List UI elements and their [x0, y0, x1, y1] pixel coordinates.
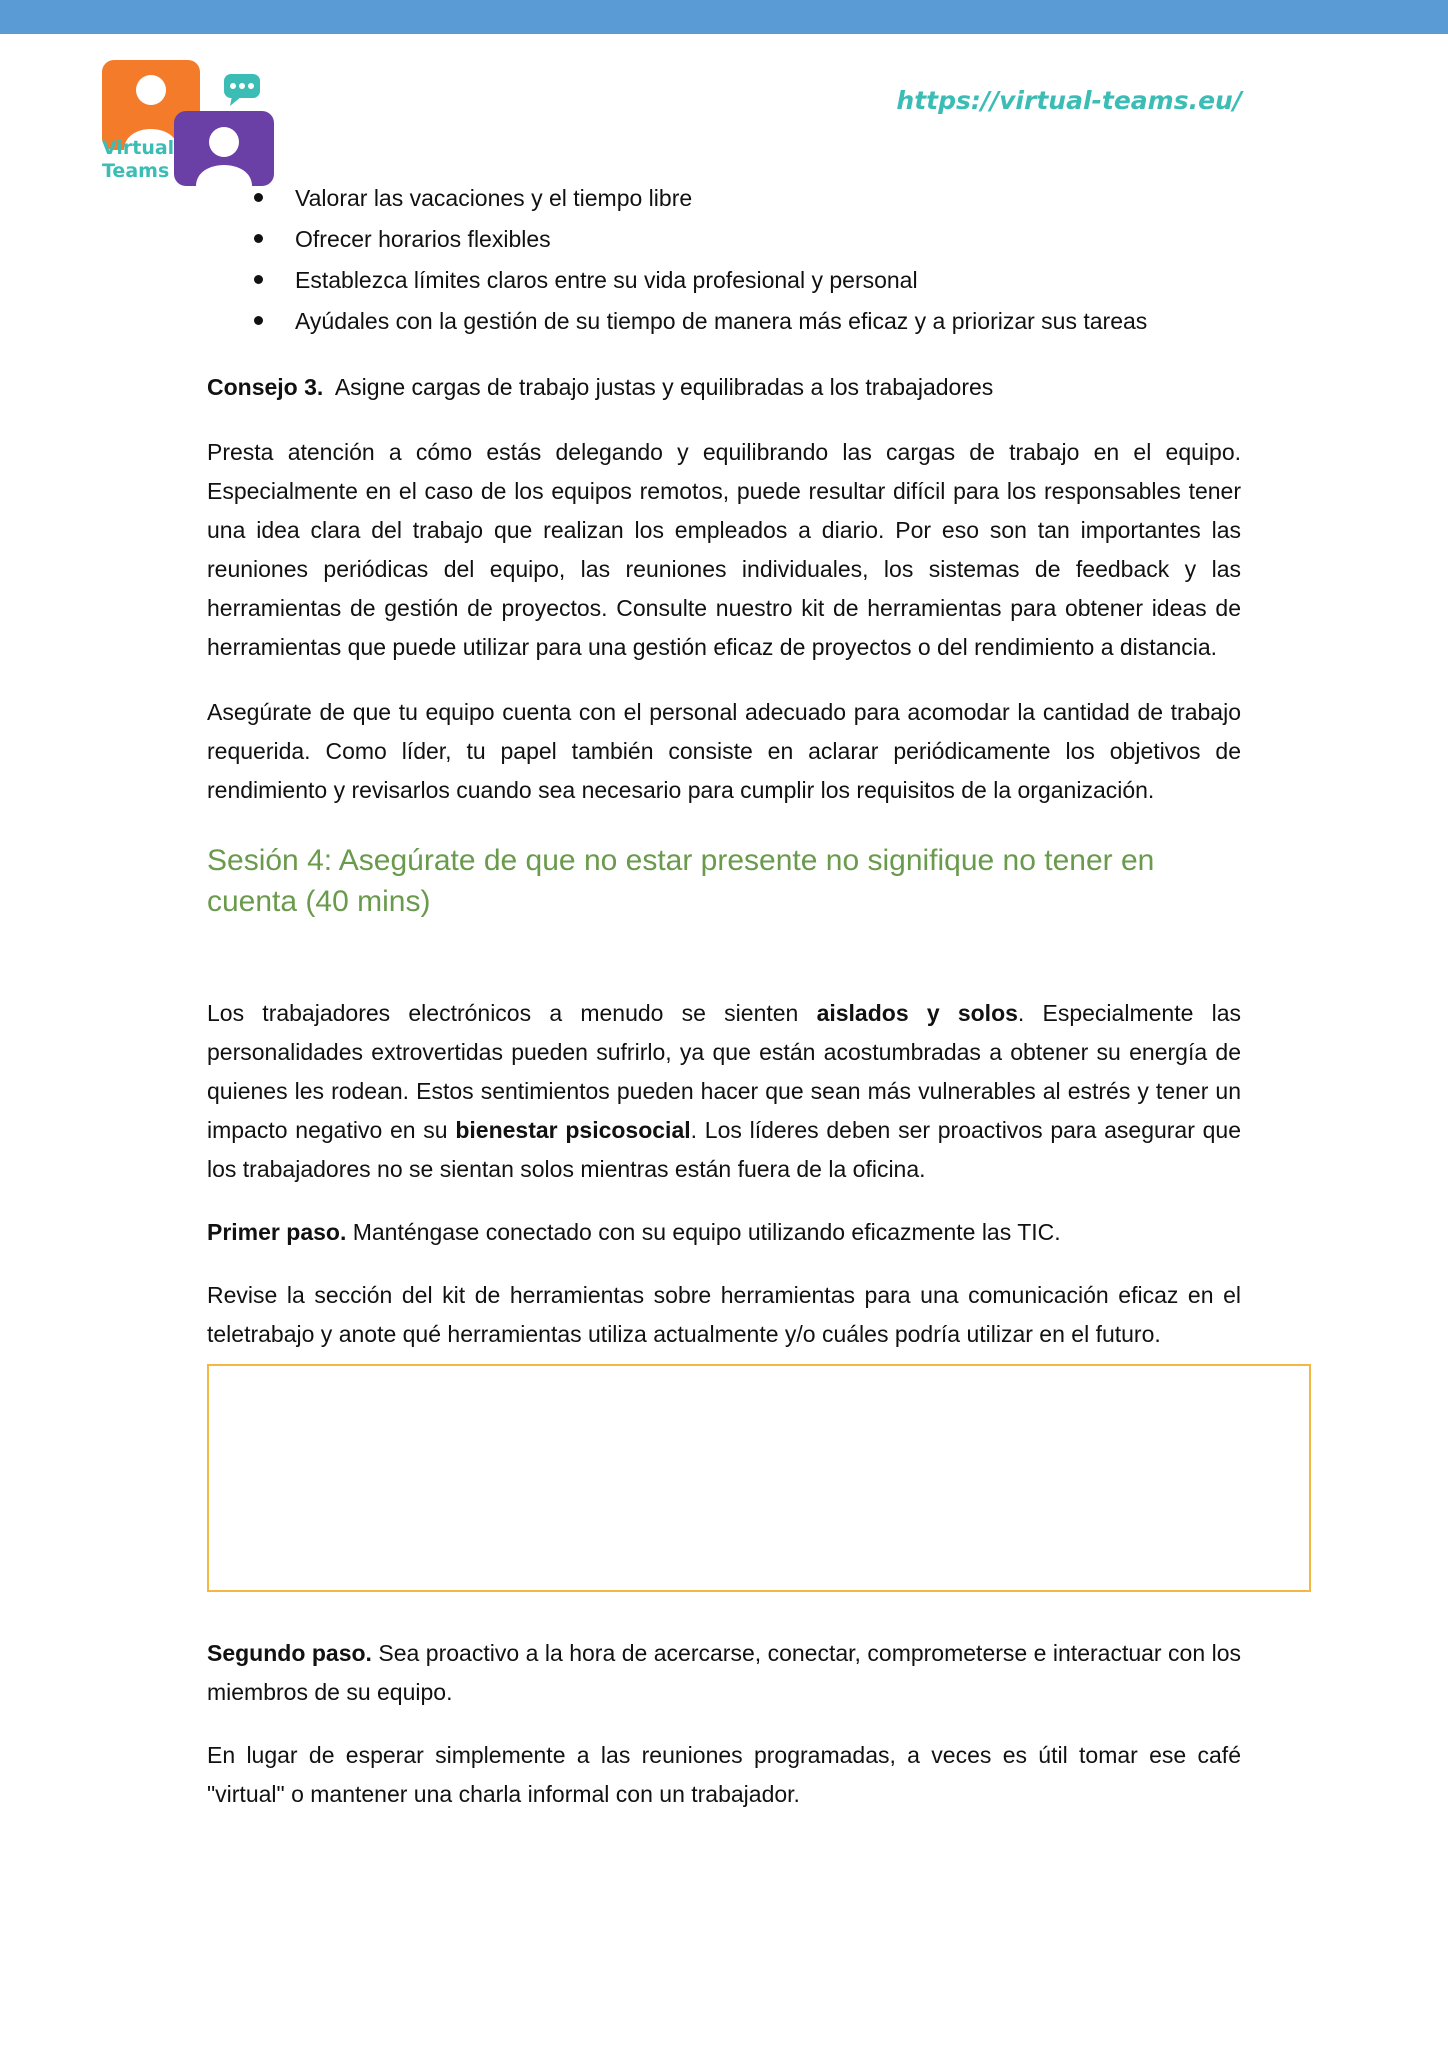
list-item: Establezca límites claros entre su vida profesional y personal: [207, 260, 1241, 301]
list-item: Ayúdales con la gestión de su tiempo de manera más eficaz y a priorizar sus tareas: [207, 301, 1241, 342]
step-2-text: Sea proactivo a la hora de acercarse, conectar, comprometerse e interactuar con los miembros de su equipo.: [207, 1640, 1241, 1705]
site-url-link[interactable]: https://virtual-teams.eu/: [896, 86, 1242, 115]
bullet-icon: [254, 316, 263, 325]
consejo-3-label: Consejo 3.: [207, 374, 324, 400]
step-1-detail: Revise la sección del kit de herramientas sobre herramientas para una comunicación eficaz en el teletrabajo y anote qué herramientas utiliza actualmente y/o cuáles podría utilizar en el futuro.: [207, 1282, 1241, 1347]
document-body: [207, 178, 1241, 1814]
paragraph-staffing: Asegúrate de que tu equipo cuenta con el personal adecuado para acomodar la cantidad de trabajo requerida. Como líder, tu papel también consiste en aclarar periódicamente los objetivos de rendimiento y revisarlos cuando sea necesario para cumplir los requisitos de la organización.: [207, 699, 1241, 803]
logo-text-teams: Teams: [102, 160, 170, 182]
list-item: Ofrecer horarios flexibles: [207, 219, 1241, 260]
bullet-icon: [254, 193, 263, 202]
consejo-3: [207, 368, 1241, 407]
step-1-label: Primer paso.: [207, 1219, 347, 1245]
virtual-teams-logo: [102, 58, 277, 186]
step-2-label: Segundo paso.: [207, 1640, 372, 1666]
top-color-band: [0, 0, 1448, 34]
step-2: [207, 1634, 1241, 1712]
step-1-text: Manténgase conectado con su equipo utilizando eficazmente las TIC.: [346, 1219, 1061, 1245]
consejo-3-text: Asigne cargas de trabajo justas y equilibradas a los trabajadores: [334, 374, 994, 400]
bullet-list: [207, 178, 1241, 342]
bullet-icon: [254, 234, 263, 243]
session-4-intro: Los trabajadores electrónicos a menudo se sienten aislados y solos. Especialmente las personalidades extrovertidas pueden sufrirlo, ya que están acostumbradas a obtener su energía de quienes les rodean. Estos sentimientos pueden hacer que sean más vulnerables al estrés y tener un impacto negativo en su bienestar psicosocial. Los líderes deben ser proactivos para asegurar que los trabajadores no se sientan solos mientras están fuera de la oficina.: [207, 1000, 1242, 1182]
step-2-detail: En lugar de esperar simplemente a las reuniones programadas, a veces es útil tomar ese café "virtual" o mantener una charla informal con un trabajador.: [207, 1742, 1241, 1807]
bullet-icon: [254, 275, 263, 284]
logo-text-virtual: Virtual: [102, 137, 175, 159]
step-1: [207, 1213, 1241, 1252]
session-4-heading: Sesión 4: Asegúrate de que no estar presente no signifique no tener en cuenta (40 mins): [207, 844, 1155, 918]
paragraph-workload: Presta atención a cómo estás delegando y equilibrando las cargas de trabajo en el equipo. Especialmente en el caso de los equipos remotos, puede resultar difícil para los responsables tener una idea clara del trabajo que realizan los empleados a diario. Por eso son tan importantes las reuniones periódicas del equipo, las reuniones individuales, los sistemas de feedback y las herramientas de gestión de proyectos. Consulte nuestro kit de herramientas para obtener ideas de herramientas que puede utilizar para una gestión eficaz de proyectos o del rendimiento a distancia.: [207, 439, 1241, 660]
list-item: Valorar las vacaciones y el tiempo libre: [207, 178, 1241, 219]
answer-box[interactable]: [207, 1364, 1311, 1592]
